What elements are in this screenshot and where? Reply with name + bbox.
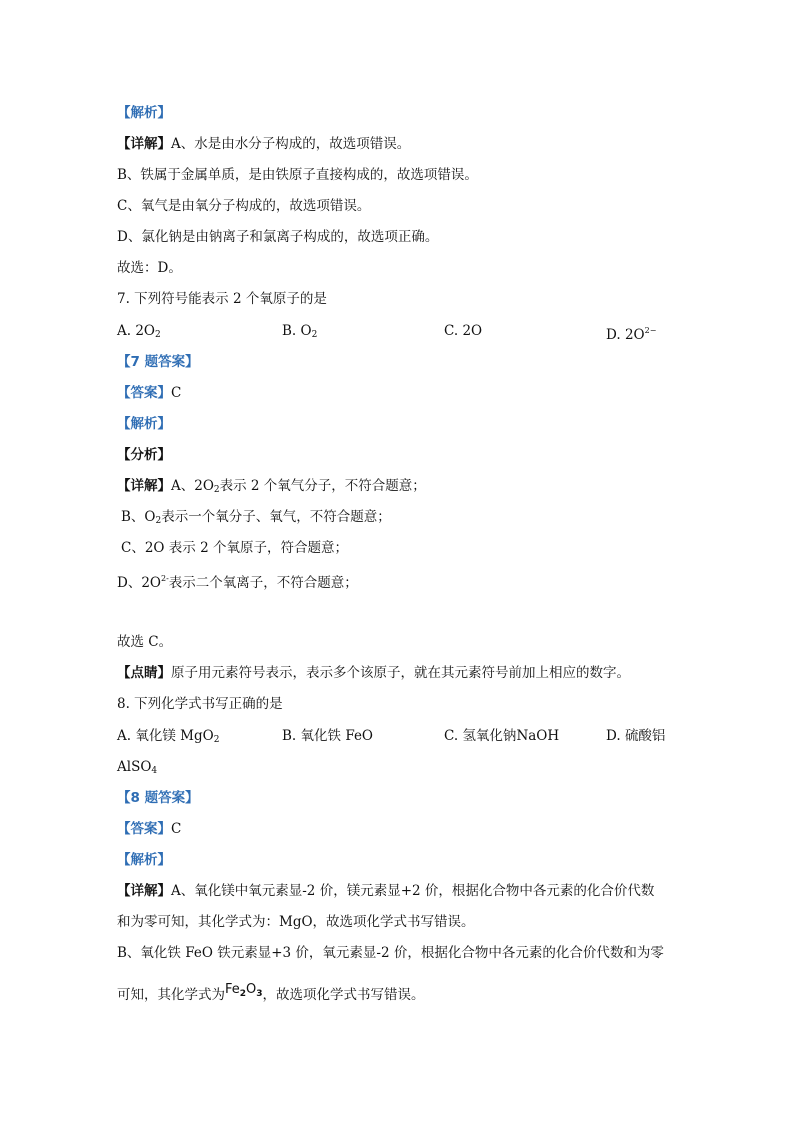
q8-option-d: D. 硫酸铝 <box>606 728 666 744</box>
q8-answer-section-tag: 【8 题答案】 <box>117 790 199 806</box>
q7-fenxi-tag: 【分析】 <box>117 447 171 463</box>
q6-detail-c: C、氧气是由氧分子构成的，故选项错误。 <box>117 198 371 214</box>
q8-analysis-tag: 【解析】 <box>117 852 171 868</box>
q6-analysis-tag: 【解析】 <box>117 105 171 121</box>
q6-choice: 故选：D。 <box>117 260 182 276</box>
q8-option-a: A. 氧化镁 MgO$_2$ <box>117 728 220 745</box>
q7-choice: 故选 C。 <box>117 634 173 650</box>
q7-option-a: A. $2O_2$ <box>117 323 161 340</box>
q7-option-b: B. $O_2$ <box>282 323 318 340</box>
q7-dianjing: 【点睛】原子用元素符号表示，表示多个该原子，就在其元素符号前加上相应的数字。 <box>117 665 630 681</box>
q8-detail-b-line2: 可知，其化学式为$Fe_2O_3$，故选项化学式书写错误。 <box>117 982 425 1003</box>
q7-detail-d: D、$2O^{2-}$表示二个氧离子，不符合题意； <box>117 574 358 591</box>
q7-analysis-tag: 【解析】 <box>117 416 171 432</box>
q7-detail-a: 【详解】A、$2O_2$表示 2 个氧气分子，不符合题意； <box>117 478 426 495</box>
q7-option-d: D. $2O^{2-}$ <box>606 326 657 343</box>
q6-detail-a: 【详解】A、水是由水分子构成的，故选项错误。 <box>117 136 411 152</box>
q7-answer-section-tag: 【7 题答案】 <box>117 354 199 370</box>
q8-detail-a-line1: 【详解】A、氧化镁中氧元素显-2 价，镁元素显+2 价，根据化合物中各元素的化合价代数 <box>117 883 655 899</box>
q7-detail-b: B、$O_2$表示一个氧分子、氧气，不符合题意； <box>121 509 391 526</box>
q8-question: 8. 下列化学式书写正确的是 <box>117 696 283 712</box>
q7-detail-c: C、2O 表示 2 个氧原子，符合题意； <box>121 540 348 556</box>
q8-answer: 【答案】C <box>117 821 182 837</box>
q6-detail-b: B、铁属于金属单质，是由铁原子直接构成的，故选项错误。 <box>117 167 478 183</box>
fe2o3-formula: $Fe_2O_3$ <box>225 982 263 999</box>
q8-option-d-formula: AlSO$_4$ <box>117 759 158 776</box>
q8-option-b: B. 氧化铁 FeO <box>282 728 373 744</box>
q7-option-c: C. 2O <box>444 323 483 339</box>
q7-question: 7. 下列符号能表示 2 个氧原子的是 <box>117 291 327 307</box>
q7-answer: 【答案】C <box>117 385 182 401</box>
q8-detail-a-line2: 和为零可知，其化学式为：MgO，故选项化学式书写错误。 <box>117 914 475 930</box>
q8-detail-b-line1: B、氧化铁 FeO 铁元素显+3 价，氧元素显-2 价，根据化合物中各元素的化合价代数和为零 <box>117 945 664 961</box>
q6-detail-d: D、氯化钠是由钠离子和氯离子构成的，故选项正确。 <box>117 229 439 245</box>
q8-option-c: C. 氢氧化钠NaOH <box>444 728 560 744</box>
